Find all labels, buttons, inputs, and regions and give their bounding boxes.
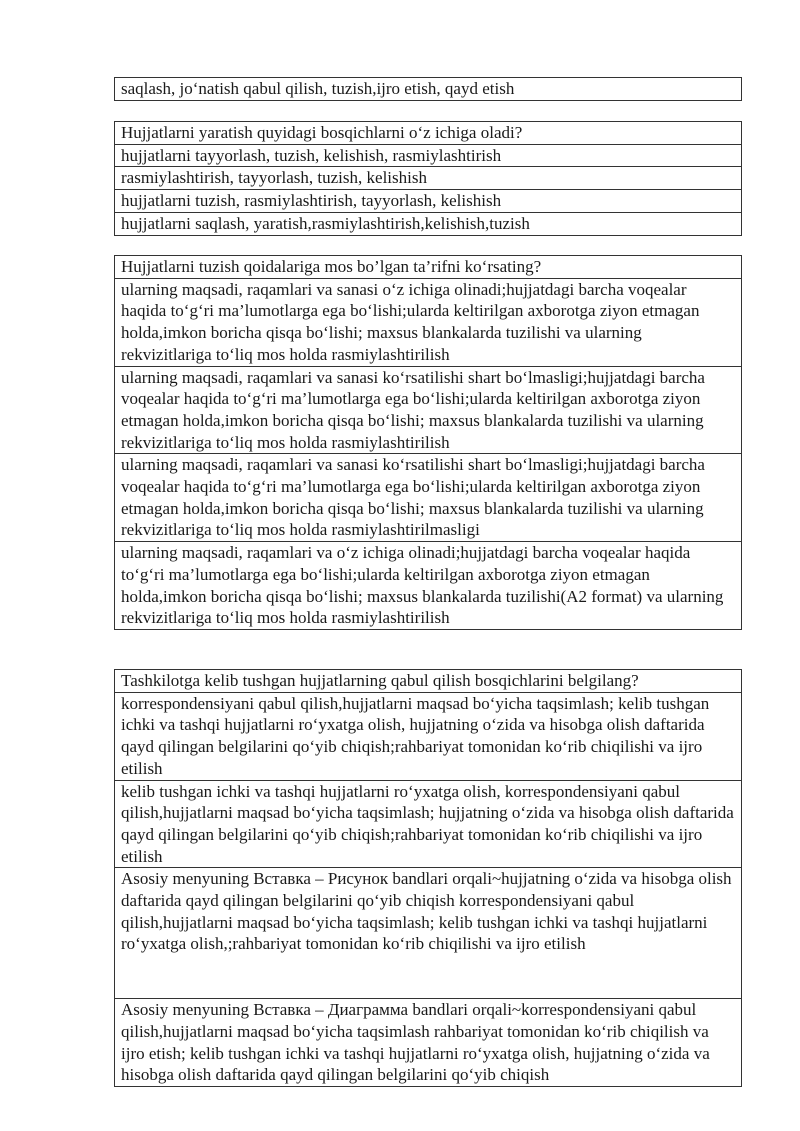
answer-option-row <box>115 278 742 366</box>
answer-option-row <box>115 692 742 780</box>
answer-option: ularning maqsadi, raqamlari va o‘z ichiga olinadi;hujjatdagi barcha voqealar haqida to‘g‘ri ma’lumotlarga ega bo‘lishi;ularda keltirilgan axborotga ziyon etmagan holda,imkon boricha qisqa bo‘lishi; maxsus blankalarda tuzilishi(A2 format) va ularning rekvizitlariga to‘liq mos holda rasmiylashtirilish <box>115 542 742 630</box>
answer-option-row <box>115 190 742 213</box>
answer-option: Asosiy menyuning Вставка – Рисунок bandlari orqali~hujjatning o‘zida va hisobga olish daftarida qayd qilingan belgilarini qo‘yib chiqish korrespondensiyani qabul qilish,hujjatlarni maqsad bo‘yicha taqsimlash; kelib tushgan ichki va tashqi hujjatlarni ro‘yxatga olish,;rahbariyat tomonidan ko‘rib chiqilishi va ijro etilish <box>115 868 742 999</box>
answer-option-row <box>115 212 742 235</box>
question-table-0 <box>114 77 742 101</box>
question-table-1 <box>114 121 742 236</box>
question-row <box>115 256 742 279</box>
question-text: Hujjatlarni tuzish qoidalariga mos bo’lgan ta’rifni ko‘rsating? <box>115 256 742 279</box>
answer-option: saqlash, jo‘natish qabul qilish, tuzish,ijro etish, qayd etish <box>115 78 742 101</box>
answer-option-row <box>115 78 742 101</box>
question-text: Hujjatlarni yaratish quyidagi bosqichlarni o‘z ichiga oladi? <box>115 122 742 145</box>
answer-option: hujjatlarni saqlash, yaratish,rasmiylashtirish,kelishish,tuzish <box>115 212 742 235</box>
question-table-3 <box>114 669 742 1087</box>
answer-option: ularning maqsadi, raqamlari va sanasi o‘z ichiga olinadi;hujjatdagi barcha voqealar haqida to‘g‘ri ma’lumotlarga ega bo‘lishi;ularda keltirilgan axborotga ziyon etmagan holda,imkon boricha qisqa bo‘lishi; maxsus blankalarda tuzilishi va ularning rekvizitlariga to‘liq mos holda rasmiylashtirilish <box>115 278 742 366</box>
answer-option: rasmiylashtirish, tayyorlash, tuzish, kelishish <box>115 167 742 190</box>
answer-option: ularning maqsadi, raqamlari va sanasi ko‘rsatilishi shart bo‘lmasligi;hujjatdagi barcha voqealar haqida to‘g‘ri ma’lumotlarga ega bo‘lishi;ularda keltirilgan axborotga ziyon etmagan holda,imkon boricha qisqa bo‘lishi; maxsus blankalarda tuzilishi va ularning rekvizitlariga to‘liq mos holda rasmiylashtirilish <box>115 366 742 454</box>
answer-option: kelib tushgan ichki va tashqi hujjatlarni ro‘yxatga olish, korrespondensiyani qabul qilish,hujjatlarni maqsad bo‘yicha taqsimlash; hujjatning o‘zida va hisobga olish daftarida qayd qilingan belgilarini qo‘yib chiqish;rahbariyat tomonidan ko‘rib chiqilishi va ijro etilish <box>115 780 742 868</box>
answer-option: ularning maqsadi, raqamlari va sanasi ko‘rsatilishi shart bo‘lmasligi;hujjatdagi barcha voqealar haqida to‘g‘ri ma’lumotlarga ega bo‘lishi;ularda keltirilgan axborotga ziyon etmagan holda,imkon boricha qisqa bo‘lishi; maxsus blankalarda tuzilishi va ularning rekvizitlariga to‘liq mos holda rasmiylashtirilmasligi <box>115 454 742 542</box>
answer-option-row <box>115 868 742 999</box>
answer-option-row <box>115 999 742 1087</box>
answer-option-row <box>115 167 742 190</box>
answer-option-row <box>115 542 742 630</box>
question-text: Tashkilotga kelib tushgan hujjatlarning qabul qilish bosqichlarini belgilang? <box>115 670 742 693</box>
question-row <box>115 122 742 145</box>
answer-option-row <box>115 780 742 868</box>
answer-option-row <box>115 144 742 167</box>
answer-option-row <box>115 454 742 542</box>
answer-option: Asosiy menyuning Вставка – Диаграмма bandlari orqali~korrespondensiyani qabul qilish,hujjatlarni maqsad bo‘yicha taqsimlash rahbariyat tomonidan ko‘rib chiqilish va ijro etish; kelib tushgan ichki va tashqi hujjatlarni ro‘yxatga olish, hujjatning o‘zida va hisobga olish daftarida qayd qilingan belgilarini qo‘yib chiqish <box>115 999 742 1087</box>
answer-option: korrespondensiyani qabul qilish,hujjatlarni maqsad bo‘yicha taqsimlash; kelib tushgan ichki va tashqi hujjatlarni ro‘yxatga olish, hujjatning o‘zida va hisobga olish daftarida qayd qilingan belgilarini qo‘yib chiqish;rahbariyat tomonidan ko‘rib chiqilishi va ijro etilish <box>115 692 742 780</box>
question-table-2 <box>114 255 742 630</box>
answer-option: hujjatlarni tuzish, rasmiylashtirish, tayyorlash, kelishish <box>115 190 742 213</box>
question-row <box>115 670 742 693</box>
answer-option-row <box>115 366 742 454</box>
answer-option: hujjatlarni tayyorlash, tuzish, kelishish, rasmiylashtirish <box>115 144 742 167</box>
